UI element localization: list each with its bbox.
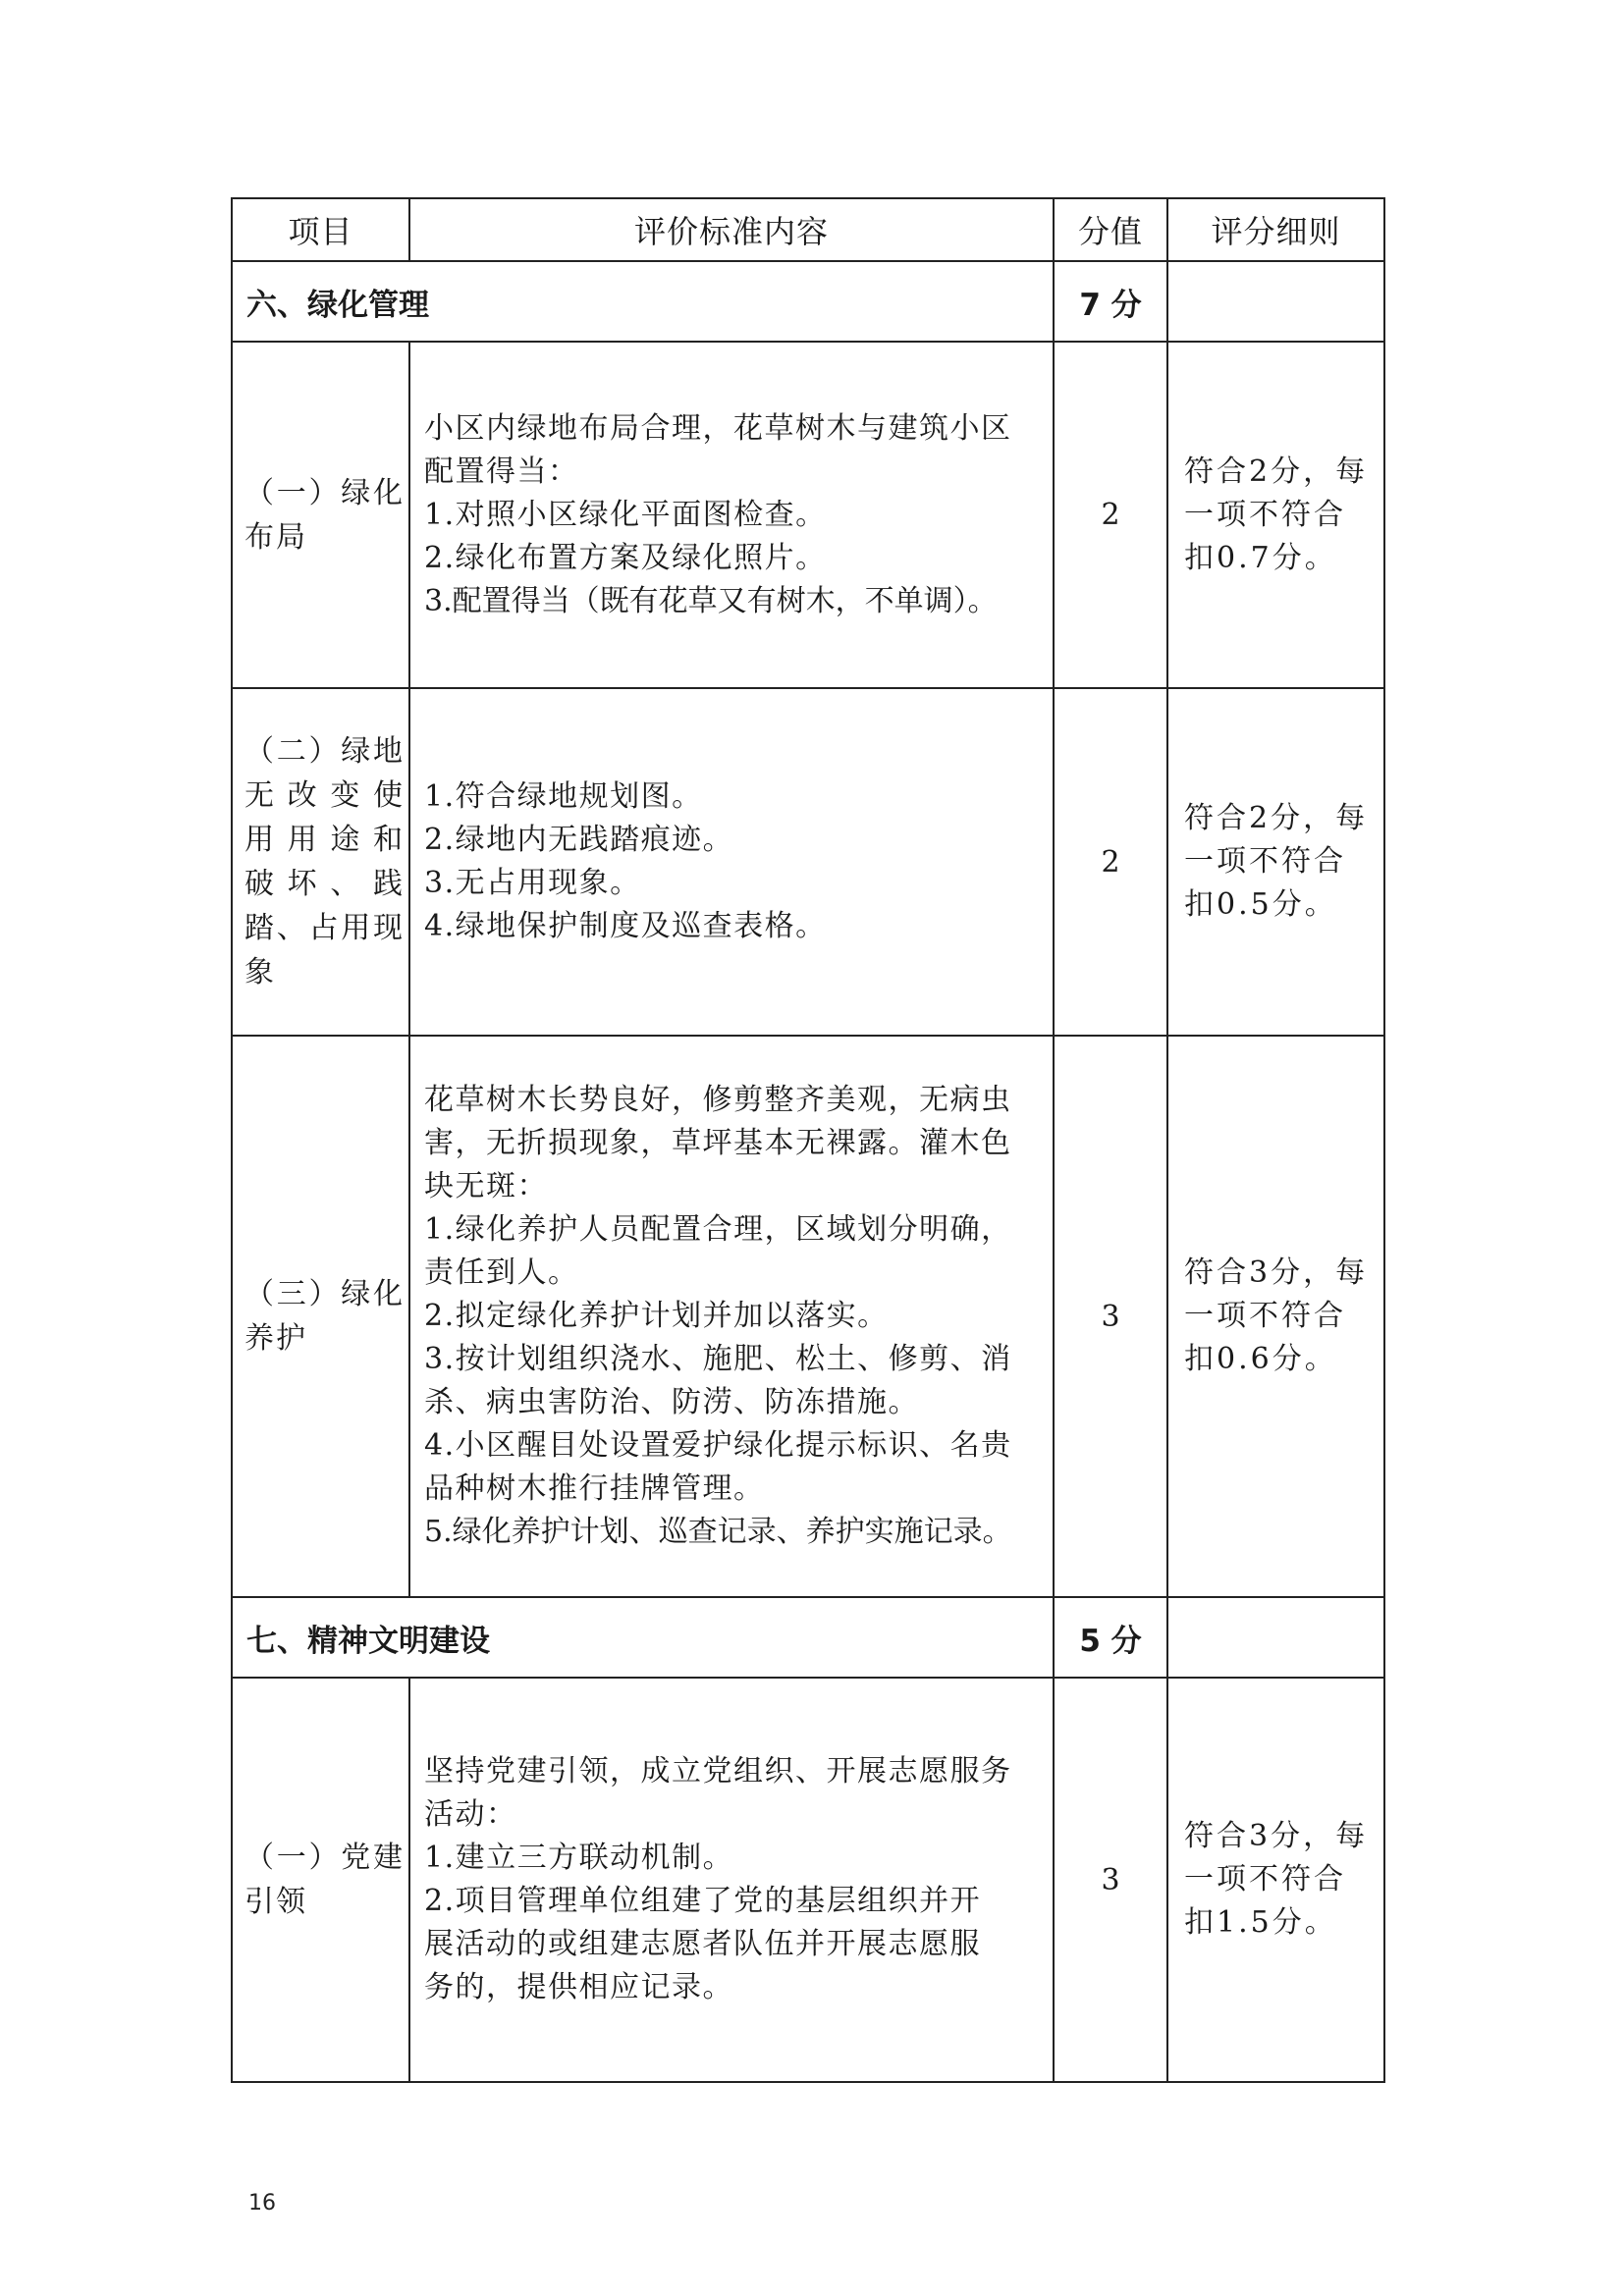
header-content: 评价标准内容 xyxy=(409,198,1054,261)
content-cell: 坚持党建引领，成立党组织、开展志愿服务 活动： 1.建立三方联动机制。 2.项目管理单位组建了党的基层组织并开 展活动的或组建志愿者队伍并开展志愿服 务的，提供相应记录。 xyxy=(409,1678,1054,2082)
section-row-greening xyxy=(232,261,1384,342)
item-cell: （一）党建 引领 xyxy=(232,1678,409,2082)
section-title: 七、精神文明建设 xyxy=(232,1597,1054,1678)
rule-cell: 符合2分，每 一项不符合 扣0.7分。 xyxy=(1167,342,1384,688)
score-cell: 3 xyxy=(1054,1036,1167,1597)
score-cell: 2 xyxy=(1054,688,1167,1036)
item-cell: （二）绿地 无改变使 用用途和 破坏、践 踏、占用现 象 xyxy=(232,688,409,1036)
section-rule-empty xyxy=(1167,261,1384,342)
header-score: 分值 xyxy=(1054,198,1167,261)
item-cell: （三）绿化 养护 xyxy=(232,1036,409,1597)
item-cell: （一）绿化 布局 xyxy=(232,342,409,688)
score-cell: 2 xyxy=(1054,342,1167,688)
evaluation-table xyxy=(231,197,1385,2083)
section-rule-empty xyxy=(1167,1597,1384,1678)
header-item: 项目 xyxy=(232,198,409,261)
score-cell: 3 xyxy=(1054,1678,1167,2082)
table-row xyxy=(232,688,1384,1036)
table-row xyxy=(232,342,1384,688)
rule-cell: 符合3分，每 一项不符合 扣1.5分。 xyxy=(1167,1678,1384,2082)
section-title: 六、绿化管理 xyxy=(232,261,1054,342)
section-score: 5 分 xyxy=(1054,1597,1167,1678)
page-number: 16 xyxy=(248,2191,276,2216)
header-rule: 评分细则 xyxy=(1167,198,1384,261)
table-row xyxy=(232,1678,1384,2082)
table-header-row xyxy=(232,198,1384,261)
content-cell: 花草树木长势良好，修剪整齐美观，无病虫 害，无折损现象，草坪基本无裸露。灌木色 块无斑： 1.绿化养护人员配置合理，区域划分明确， 责任到人。 2.拟定绿化养护计划并加以落实。 3.按计划组织浇水、施肥、松土、修剪、消 杀、病虫害防治、防涝、防冻措施。 4.小区醒目处设置爱护绿化提示标识、名贵 品种树木推行挂牌管理。 5.绿化养护计划、巡查记录、养护实施记录。 xyxy=(409,1036,1054,1597)
section-score: 7 分 xyxy=(1054,261,1167,342)
content-cell: 小区内绿地布局合理，花草树木与建筑小区 配置得当： 1.对照小区绿化平面图检查。 2.绿化布置方案及绿化照片。 3.配置得当（既有花草又有树木，不单调）。 xyxy=(409,342,1054,688)
section-row-civilization xyxy=(232,1597,1384,1678)
table-row xyxy=(232,1036,1384,1597)
rule-cell: 符合3分，每 一项不符合 扣0.6分。 xyxy=(1167,1036,1384,1597)
rule-cell: 符合2分，每 一项不符合 扣0.5分。 xyxy=(1167,688,1384,1036)
content-cell: 1.符合绿地规划图。 2.绿地内无践踏痕迹。 3.无占用现象。 4.绿地保护制度及巡查表格。 xyxy=(409,688,1054,1036)
